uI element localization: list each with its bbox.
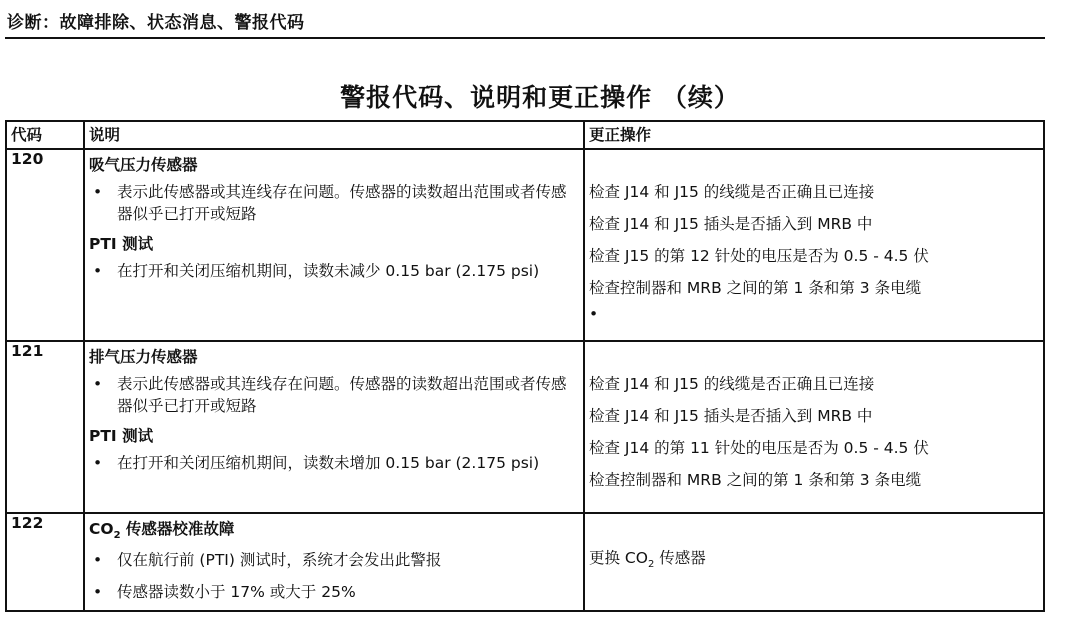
bullet-icon: • <box>93 375 103 393</box>
column-header-action: 更正操作 <box>584 121 1044 149</box>
description-cell <box>84 149 584 341</box>
action-item <box>589 542 1039 581</box>
list-item <box>89 581 579 603</box>
table-row <box>6 513 1044 611</box>
description-cell <box>84 341 584 513</box>
bullet-text: 表示此传感器或其连线存在问题。传感器的读数超出范围或者传感器似乎已打开或短路 <box>117 375 567 415</box>
pti-test-title: PTI 测试 <box>89 235 154 253</box>
action-item: 检查 J14 和 J15 插头是否插入到 MRB 中 <box>589 215 873 233</box>
action-item: 检查 J14 和 J15 的线缆是否正确且已连接 <box>589 375 875 393</box>
alarm-title <box>89 517 579 541</box>
list-item <box>89 373 579 417</box>
alarm-title: 吸气压力传感器 <box>89 156 198 174</box>
list-item <box>89 260 579 282</box>
bullet-icon: • <box>93 262 103 280</box>
action-item: 检查控制器和 MRB 之间的第 1 条和第 3 条电缆 <box>589 279 922 297</box>
bullet-icon: • <box>589 305 599 323</box>
alarm-code: 120 <box>6 149 84 341</box>
table-row <box>6 341 1044 513</box>
section-header: 诊断：故障排除、状态消息、警报代码 <box>7 13 305 33</box>
alarm-code-table <box>5 120 1045 612</box>
bullet-icon: • <box>93 551 103 570</box>
action-cell <box>584 513 1044 611</box>
action-subscript: 2 <box>647 559 655 571</box>
action-suffix: 传感器 <box>654 549 706 567</box>
action-item: 检查 J14 和 J15 插头是否插入到 MRB 中 <box>589 407 873 425</box>
description-cell <box>84 513 584 611</box>
alarm-code: 121 <box>6 341 84 513</box>
page-title: 警报代码、说明和更正操作 （续） <box>340 83 740 112</box>
action-prefix: 更换 CO <box>589 549 648 567</box>
list-item <box>89 452 579 474</box>
table-row <box>6 149 1044 341</box>
action-cell <box>584 341 1044 513</box>
pti-test-title: PTI 测试 <box>89 427 154 445</box>
action-item: 检查 J14 的第 11 针处的电压是否为 0.5 - 4.5 伏 <box>589 439 929 457</box>
bullet-icon: • <box>93 454 103 472</box>
bullet-text: 仅在航行前 (PTI) 测试时，系统才会发出此警报 <box>117 551 442 570</box>
bullet-text: 表示此传感器或其连线存在问题。传感器的读数超出范围或者传感器似乎已打开或短路 <box>117 183 567 223</box>
action-item: 检查 J14 和 J15 的线缆是否正确且已连接 <box>589 183 875 201</box>
list-item <box>89 181 579 225</box>
column-header-description: 说明 <box>84 121 584 149</box>
bullet-icon: • <box>93 583 103 602</box>
table-header-row <box>6 121 1044 149</box>
alarm-title-subscript: 2 <box>113 530 121 542</box>
alarm-title-suffix: 传感器校准故障 <box>120 520 235 538</box>
bullet-text: 在打开和关闭压缩机期间，读数未减少 0.15 bar (2.175 psi) <box>117 262 540 280</box>
column-header-code: 代码 <box>6 121 84 149</box>
action-item: 检查控制器和 MRB 之间的第 1 条和第 3 条电缆 <box>589 471 922 489</box>
alarm-title: 排气压力传感器 <box>89 348 198 366</box>
bullet-text: 在打开和关闭压缩机期间，读数未增加 0.15 bar (2.175 psi) <box>117 454 540 472</box>
header-divider <box>5 37 1045 39</box>
alarm-title-prefix: CO <box>89 520 114 538</box>
action-cell <box>584 149 1044 341</box>
action-item: 检查 J15 的第 12 针处的电压是否为 0.5 - 4.5 伏 <box>589 247 929 265</box>
alarm-code: 122 <box>6 513 84 611</box>
bullet-icon: • <box>93 183 103 201</box>
bullet-text: 传感器读数小于 17% 或大于 25% <box>117 583 356 602</box>
list-item <box>89 549 579 571</box>
